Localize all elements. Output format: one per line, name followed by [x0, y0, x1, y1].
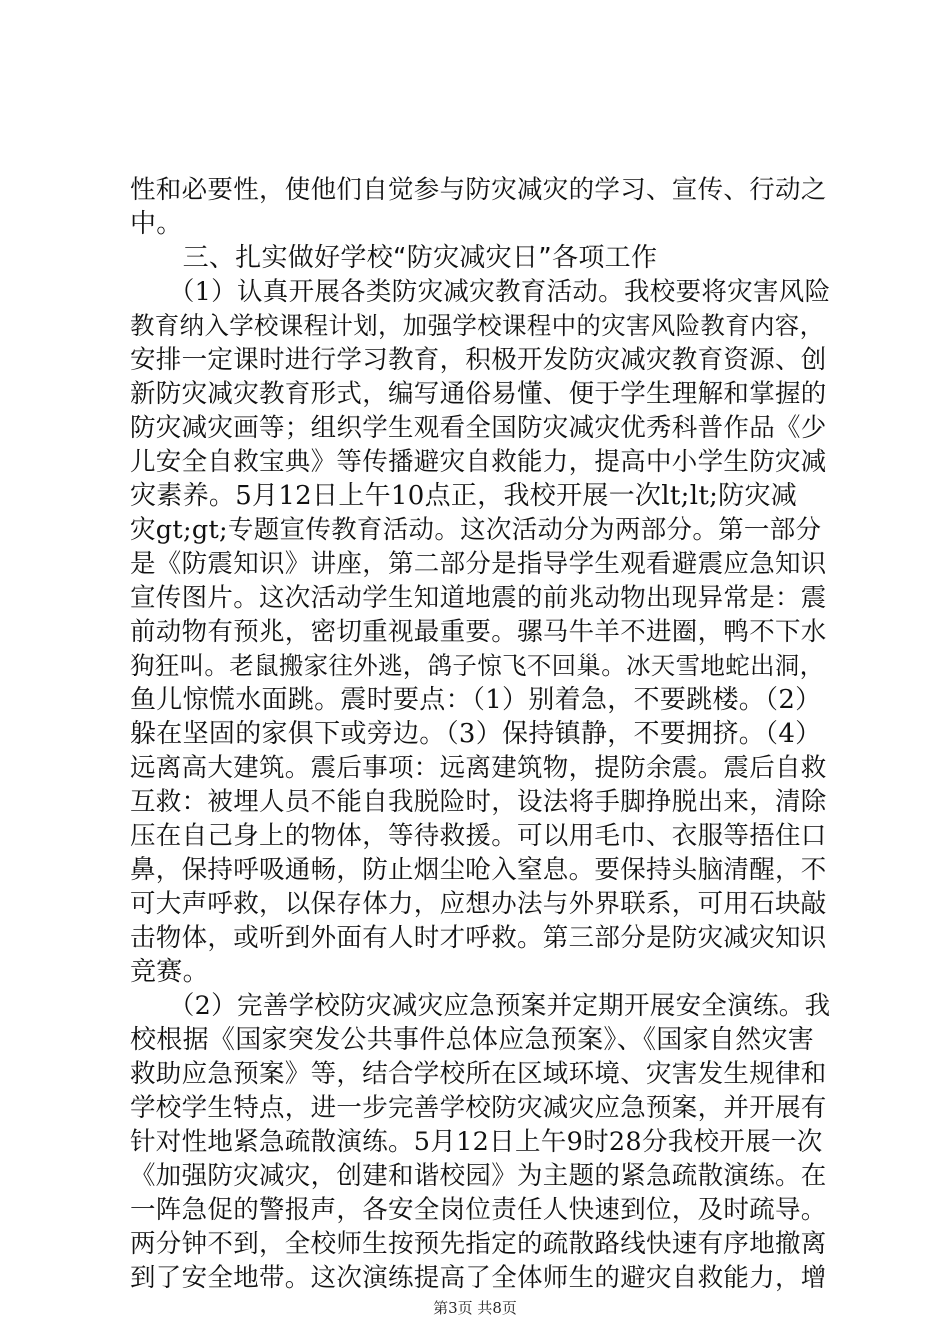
text-line: 防灾减灾画等；组织学生观看全国防灾减灾优秀科普作品《少	[130, 413, 827, 443]
text-line: 安排一定课时进行学习教育，积极开发防灾减灾教育资源、创	[130, 345, 827, 375]
text-line: 一阵急促的警报声，各安全岗位责任人快速到位，及时疏导。	[130, 1195, 827, 1225]
text-line: 狗狂叫。老鼠搬家往外逃，鸽子惊飞不回巢。冰天雪地蛇出洞，	[130, 651, 825, 680]
text-line: 宣传图片。这次活动学生知道地震的前兆动物出现异常是：震	[130, 583, 827, 613]
text-line: 新防灾减灾教育形式，编写通俗易懂、便于学生理解和掌握的	[130, 379, 827, 409]
text-line: 《加强防灾减灾，创建和谐校园》为主题的紧急疏散演练。在	[130, 1161, 827, 1191]
text-line: 学校学生特点，进一步完善学校防灾减灾应急预案，并开展有	[130, 1093, 827, 1123]
text-line: 灾gt;gt;专题宣传教育活动。这次活动分为两部分。第一部分	[130, 515, 822, 545]
text-line: 中。	[130, 209, 183, 239]
text-line: 性和必要性，使他们自觉参与防灾减灾的学习、宣传、行动之	[130, 175, 827, 205]
section-heading: 三、扎实做好学校“防灾减灾日”各项工作	[130, 243, 658, 273]
text-line: 压在自己身上的物体，等待救援。可以用毛巾、衣服等捂住口	[130, 821, 827, 851]
text-line: 针对性地紧急疏散演练。5月12日上午9时28分我校开展一次	[130, 1127, 823, 1157]
text-line: 救助应急预案》等，结合学校所在区域环境、灾害发生规律和	[130, 1059, 827, 1089]
text-line: 前动物有预兆，密切重视最重要。骡马牛羊不进圈，鸭不下水	[130, 617, 827, 647]
text-line: 躲在坚固的家俱下或旁边。（3）保持镇静，不要拥挤。（4）	[130, 719, 822, 749]
text-line: 灾素养。5月12日上午10点正，我校开展一次lt;lt;防灾减	[130, 481, 798, 511]
text-line: 儿安全自救宝典》等传播避灾自救能力，提高中小学生防灾减	[130, 447, 827, 477]
text-line: （1）认真开展各类防灾减灾教育活动。我校要将灾害风险	[130, 277, 831, 307]
text-line: 互救：被埋人员不能自我脱险时，设法将手脚挣脱出来，清除	[130, 787, 827, 817]
text-line: 击物体，或听到外面有人时才呼救。第三部分是防灾减灾知识	[130, 923, 827, 953]
text-line: （2）完善学校防灾减灾应急预案并定期开展安全演练。我	[130, 991, 831, 1021]
text-line: 可大声呼救，以保存体力，应想办法与外界联系，可用石块敲	[130, 889, 827, 919]
text-line: 竞赛。	[130, 957, 209, 987]
page-number: 第3页 共8页	[433, 1299, 517, 1317]
text-line: 教育纳入学校课程计划，加强学校课程中的灾害风险教育内容，	[130, 311, 825, 340]
text-line: 到了安全地带。这次演练提高了全体师生的避灾自救能力，增	[130, 1263, 827, 1293]
text-line: 鼻，保持呼吸通畅，防止烟尘呛入窒息。要保持头脑清醒，不	[130, 855, 827, 885]
text-line: 鱼儿惊慌水面跳。震时要点：（1）别着急，不要跳楼。（2）	[130, 685, 822, 715]
text-line: 两分钟不到，全校师生按预先指定的疏散路线快速有序地撤离	[130, 1229, 827, 1259]
text-line: 远离高大建筑。震后事项：远离建筑物，提防余震。震后自救	[130, 753, 827, 783]
text-line: 是《防震知识》讲座，第二部分是指导学生观看避震应急知识	[130, 549, 827, 579]
text-line: 校根据《国家突发公共事件总体应急预案》、《国家自然灾害	[130, 1025, 815, 1055]
